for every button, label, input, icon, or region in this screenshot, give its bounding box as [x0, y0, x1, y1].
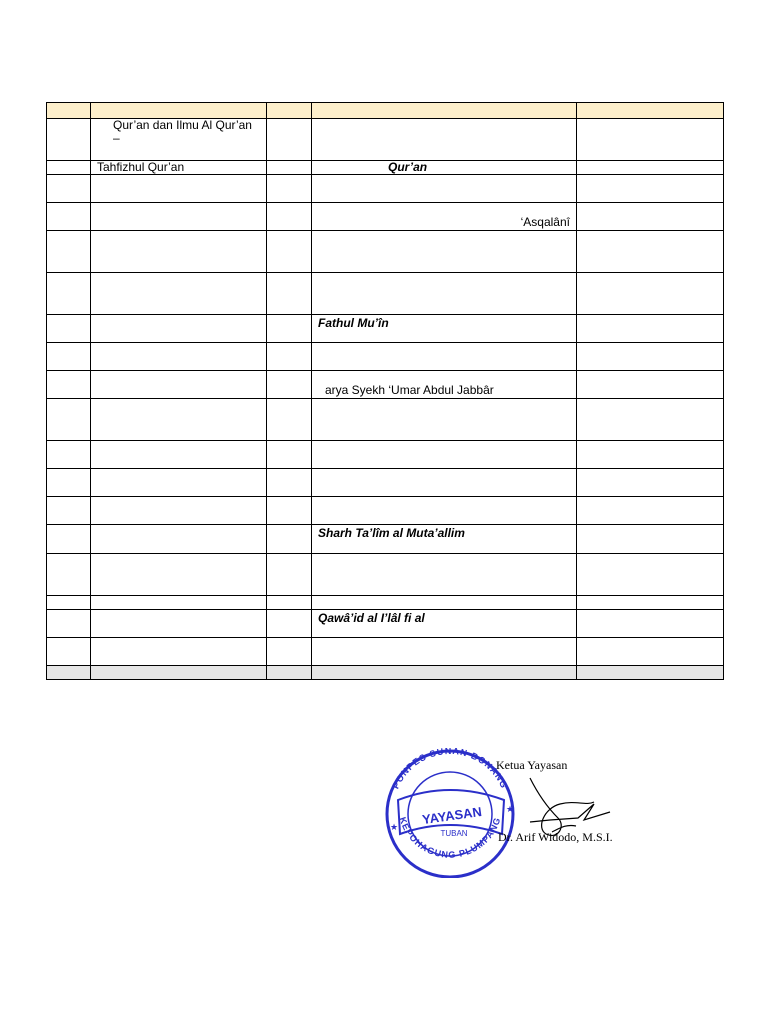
table-cell — [91, 175, 267, 203]
table-cell — [47, 596, 91, 610]
table-row — [47, 371, 724, 399]
table-row — [47, 525, 724, 554]
table-cell — [267, 175, 312, 203]
table-cell — [577, 161, 724, 175]
table-cell — [47, 175, 91, 203]
document-table — [46, 102, 724, 680]
table-cell — [267, 596, 312, 610]
book-title-text: Sharh Ta’lîm al Muta’allim — [318, 526, 465, 540]
table-cell — [312, 315, 577, 343]
table-row — [47, 610, 724, 638]
footer-cell — [312, 666, 577, 680]
table-row — [47, 596, 724, 610]
table-cell — [577, 638, 724, 666]
table-cell — [312, 273, 577, 315]
table-cell — [312, 231, 577, 273]
table-cell — [267, 273, 312, 315]
table-cell — [47, 441, 91, 469]
table-row — [47, 554, 724, 596]
table-cell — [47, 554, 91, 596]
table-row — [47, 441, 724, 469]
table-footer-row — [47, 666, 724, 680]
table-cell — [577, 399, 724, 441]
table-cell — [312, 203, 577, 231]
table-cell — [267, 371, 312, 399]
table-cell — [577, 273, 724, 315]
table-cell — [91, 497, 267, 525]
table-cell — [577, 554, 724, 596]
table-cell — [91, 203, 267, 231]
table-cell — [267, 525, 312, 554]
table-cell — [47, 469, 91, 497]
table-row — [47, 315, 724, 343]
table-cell — [312, 119, 577, 161]
book-title-text: Qawâ’id al I’lâl fi al — [318, 611, 425, 625]
table-cell — [577, 525, 724, 554]
table-cell — [312, 497, 577, 525]
table-cell — [47, 119, 91, 161]
table-cell — [91, 554, 267, 596]
table-cell — [312, 525, 577, 554]
table-cell — [312, 610, 577, 638]
stamp-center-text: YAYASAN — [421, 803, 483, 828]
table-cell — [267, 231, 312, 273]
book-title-text: Fathul Mu’în — [318, 316, 389, 330]
table-cell — [47, 343, 91, 371]
table-cell — [312, 399, 577, 441]
table-cell — [312, 441, 577, 469]
header-cell — [312, 103, 577, 119]
signature-block — [380, 748, 660, 878]
table-cell — [47, 161, 91, 175]
table-cell — [267, 161, 312, 175]
footer-cell — [91, 666, 267, 680]
table-cell — [312, 175, 577, 203]
table-row — [47, 119, 724, 161]
table-cell — [312, 161, 577, 175]
table-cell — [47, 525, 91, 554]
table-cell — [577, 175, 724, 203]
table-cell — [91, 638, 267, 666]
table-cell — [91, 441, 267, 469]
table-row — [47, 399, 724, 441]
subject-text: Qur’an dan Ilmu Al Qur’an – — [113, 118, 252, 145]
table-cell — [91, 371, 267, 399]
footer-cell — [577, 666, 724, 680]
book-author-text: arya Syekh ‘Umar Abdul Jabbâr — [325, 383, 494, 397]
table-cell — [47, 371, 91, 399]
header-cell — [47, 103, 91, 119]
signatory-name: Dr. Arif Widodo, M.S.I. — [498, 830, 613, 844]
table-cell — [577, 371, 724, 399]
header-cell — [267, 103, 312, 119]
table-header-row — [47, 103, 724, 119]
table-row — [47, 231, 724, 273]
table-cell — [577, 610, 724, 638]
table-cell — [577, 596, 724, 610]
table-cell — [47, 399, 91, 441]
table-cell — [267, 638, 312, 666]
star-icon: ★ — [390, 822, 399, 832]
table-cell — [267, 343, 312, 371]
table-cell — [47, 203, 91, 231]
stamp-arc-top-text: PONPES SUNAN BONANG — [390, 748, 510, 791]
table-cell — [577, 497, 724, 525]
table-cell — [577, 315, 724, 343]
footer-cell — [267, 666, 312, 680]
table-cell — [267, 497, 312, 525]
header-cell — [91, 103, 267, 119]
table-row — [47, 497, 724, 525]
table-cell — [267, 469, 312, 497]
table-cell — [47, 610, 91, 638]
table-cell — [91, 343, 267, 371]
table-cell — [91, 161, 267, 175]
table-cell — [47, 497, 91, 525]
table-cell — [312, 596, 577, 610]
table-cell — [577, 231, 724, 273]
table-cell — [267, 610, 312, 638]
footer-cell — [47, 666, 91, 680]
table-cell — [577, 343, 724, 371]
table-cell — [577, 441, 724, 469]
table-cell — [267, 315, 312, 343]
table-cell — [91, 231, 267, 273]
table-cell — [577, 203, 724, 231]
table-cell — [47, 638, 91, 666]
table-cell — [47, 273, 91, 315]
table-cell — [312, 554, 577, 596]
signature-scribble-icon — [530, 778, 610, 835]
table-cell — [577, 469, 724, 497]
table-cell — [312, 343, 577, 371]
table-cell — [91, 610, 267, 638]
book-author-text: ‘Asqalânî — [520, 215, 570, 229]
table-cell — [267, 203, 312, 231]
table-cell — [91, 596, 267, 610]
stamp-arc-bottom-text: KEPOHAGUNG PLUMPANG — [397, 815, 503, 860]
table-row — [47, 273, 724, 315]
table-cell — [47, 315, 91, 343]
table-cell — [91, 525, 267, 554]
table-row — [47, 203, 724, 231]
table-cell — [312, 469, 577, 497]
table-cell — [267, 554, 312, 596]
table-row — [47, 175, 724, 203]
table-cell — [91, 273, 267, 315]
table-row — [47, 638, 724, 666]
table-cell — [577, 119, 724, 161]
table-cell — [267, 399, 312, 441]
book-title-text: Qur’an — [388, 160, 428, 174]
table-cell — [91, 469, 267, 497]
subject-text: Tahfizhul Qur’an — [97, 160, 185, 174]
table-cell — [91, 399, 267, 441]
table-row — [47, 343, 724, 371]
table-row — [47, 161, 724, 175]
table-cell — [312, 638, 577, 666]
table-cell — [91, 315, 267, 343]
table-cell — [47, 231, 91, 273]
table-cell — [312, 371, 577, 399]
table-cell — [267, 119, 312, 161]
header-cell — [577, 103, 724, 119]
table-cell — [91, 119, 267, 161]
star-icon: ★ — [506, 804, 515, 814]
stamp-sub-text: TUBAN — [440, 829, 468, 838]
table-row — [47, 469, 724, 497]
table-cell — [267, 441, 312, 469]
signatory-title: Ketua Yayasan — [496, 758, 568, 772]
